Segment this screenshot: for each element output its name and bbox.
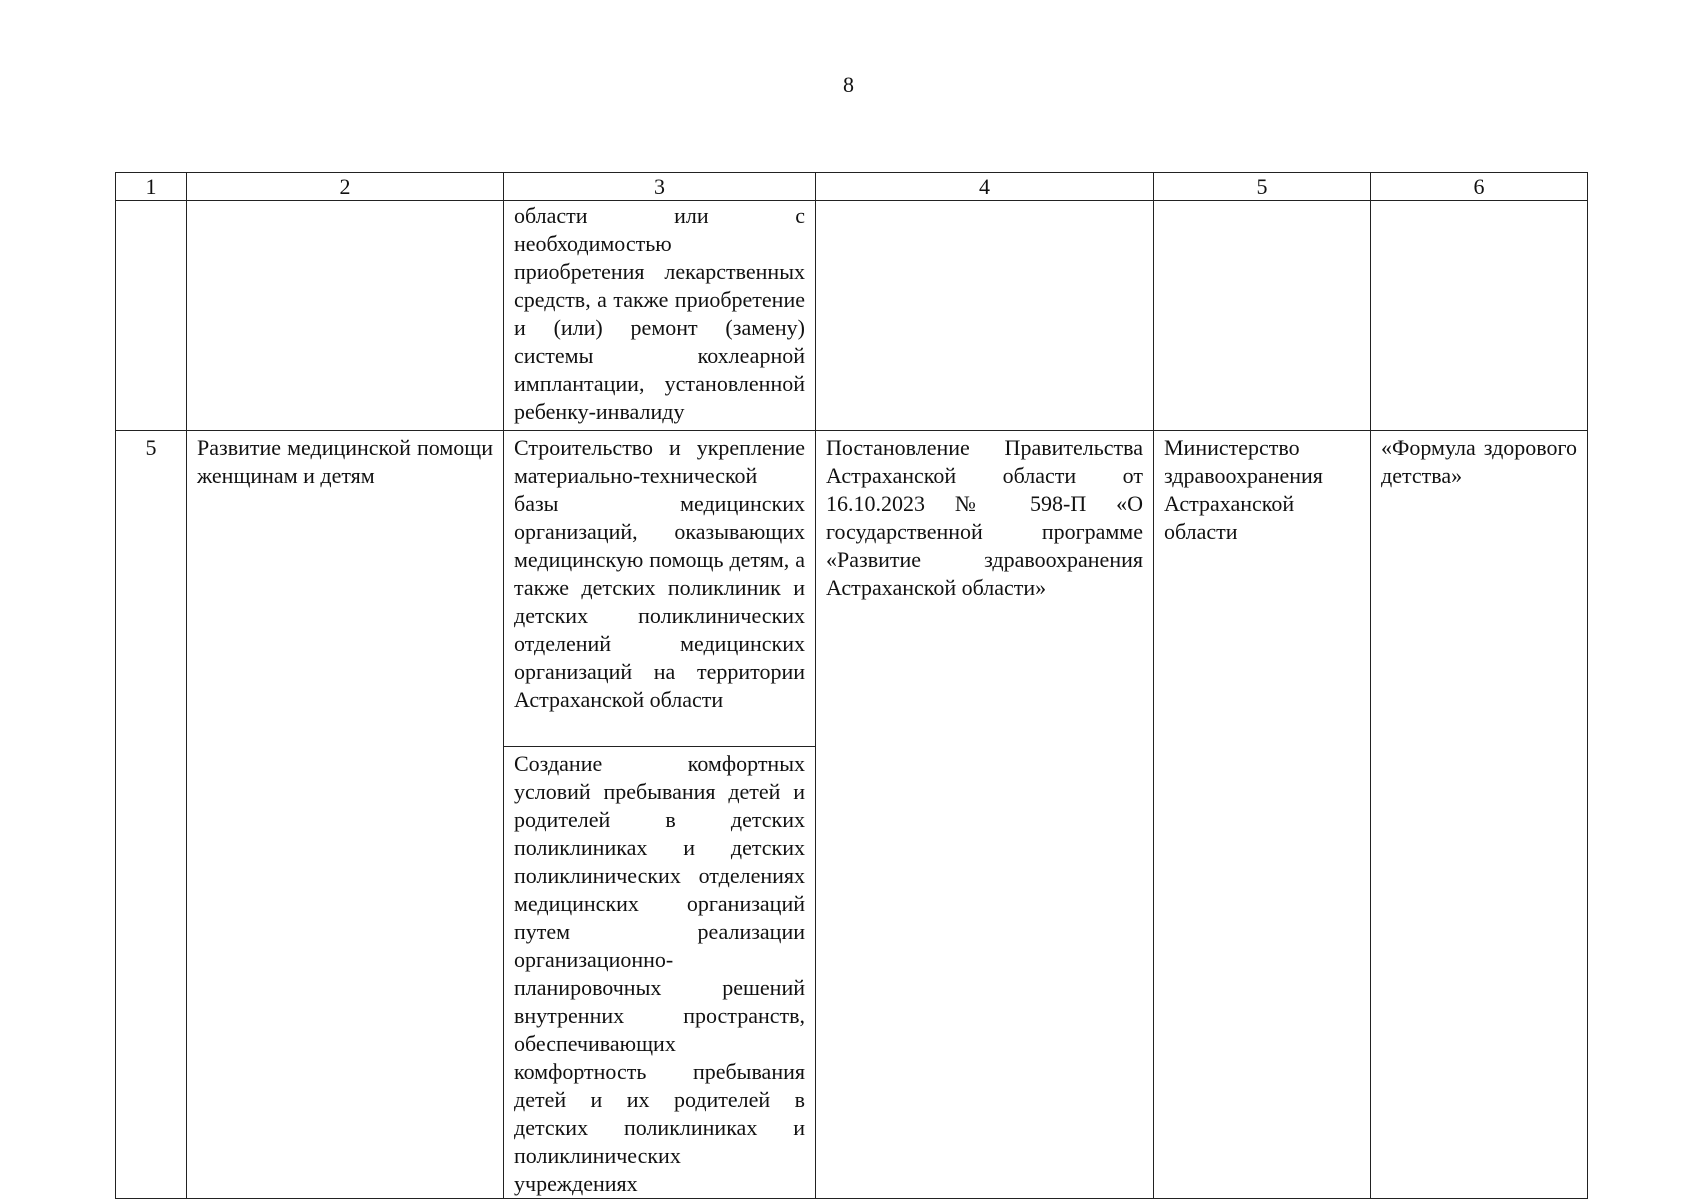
row5-document (816, 431, 1154, 1199)
cont-cell-name (187, 201, 504, 431)
row5-activity-1 (504, 431, 816, 747)
cont-cell-activity (504, 201, 816, 431)
row5-num: 5 (116, 431, 187, 1199)
row5-executor (1154, 431, 1371, 1199)
header-col-2: 2 (187, 173, 504, 201)
cont-cell-num (116, 201, 187, 431)
row5-project (1371, 431, 1588, 1199)
header-col-6: 6 (1371, 173, 1588, 201)
row5-activity-2-text: Создание комфортных условий пребывания детей и родителей в детских поликлиниках и детских поликлинических отделениях медицинских организаций путем реализации организационно-планировочных решений внутренних пространств, обеспечивающих комфортность пребывания детей и их родителей в детских поликлиниках и поликлинических учреждениях (514, 751, 805, 1196)
row5-name-text: Развитие медицинской помощи женщинам и детям (197, 435, 493, 488)
row5-executor-text: Министерство здравоохранения Астраханской области (1164, 435, 1323, 544)
row5-project-text: «Формула здорового детства» (1381, 435, 1577, 488)
header-col-1: 1 (116, 173, 187, 201)
row5-name (187, 431, 504, 1199)
row5-activity-1-text: Строительство и укрепление материально-технической базы медицинских организаций, оказывающих медицинскую помощь детям, а также детских поликлиник и детских поликлинических отделений медицинских организаций на территории Астраханской области (514, 435, 805, 712)
row5-activity-2 (504, 747, 816, 1199)
row5-document-text: Постановление Правительства Астраханской области от 16.10.2023 № 598-П «О государственной программе «Развитие здравоохранения Астраханской области» (826, 435, 1143, 600)
cont-cell-executor (1154, 201, 1371, 431)
header-col-4: 4 (816, 173, 1154, 201)
cont-cell-document (816, 201, 1154, 431)
table-row-continuation (116, 201, 1588, 431)
cont-cell-project (1371, 201, 1588, 431)
header-col-5: 5 (1154, 173, 1371, 201)
table-header-row (116, 173, 1588, 201)
header-col-3: 3 (504, 173, 816, 201)
cont-activity-text: области или с необходимостью приобретения лекарственных средств, а также приобретение и (или) ремонт (замену) системы кохлеарной имплантации, установленной ребенку-инвалиду (514, 203, 805, 424)
table-row-5 (116, 431, 1588, 747)
page-number: 8 (843, 72, 854, 97)
program-table (115, 172, 1588, 1199)
